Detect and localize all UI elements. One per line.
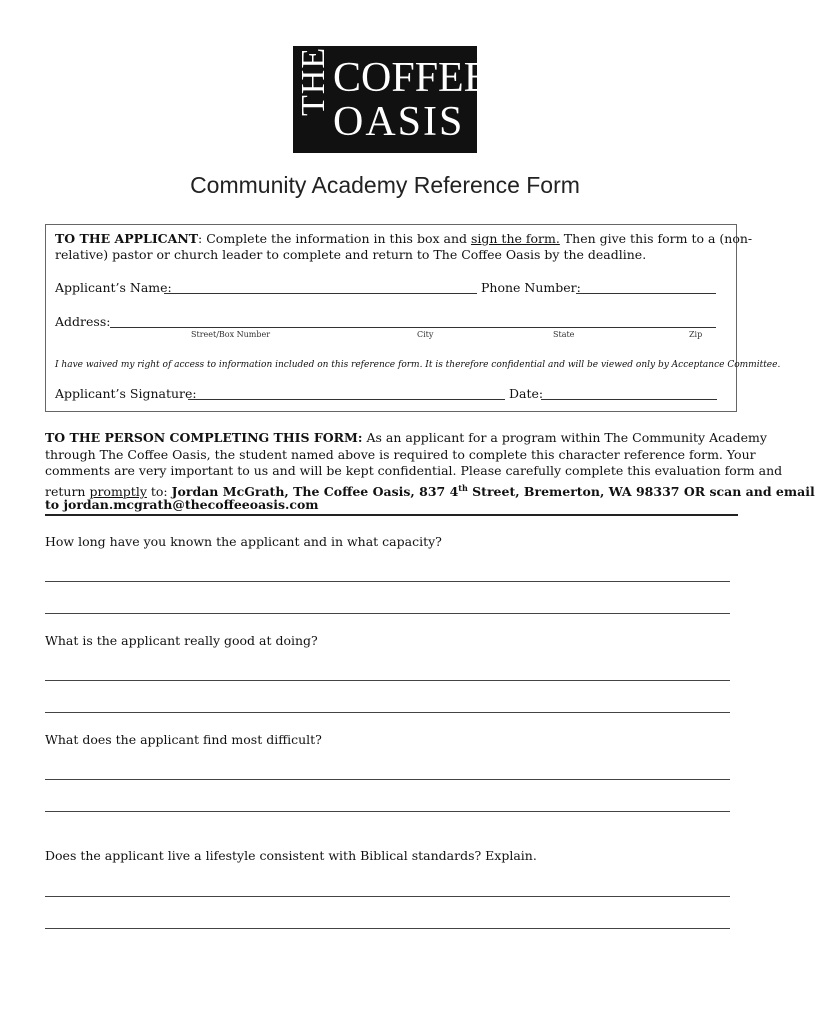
address-zip-caption: Zip — [689, 330, 703, 339]
line4-text: return — [45, 484, 90, 500]
instructions-line3: comments are very important to us and will be kept confidential. Please carefully complete this evaluation form and — [45, 463, 783, 478]
instructions-line1 — [45, 430, 767, 446]
address-label: Address: — [55, 314, 111, 329]
question-2: What is the applicant really good at doing? — [45, 633, 318, 648]
signature-field[interactable] — [188, 399, 505, 400]
sign-form-text: sign the form. — [470, 231, 560, 246]
contact-address: Jordan McGrath, The Coffee Oasis, 837 4 — [171, 484, 459, 500]
address-city-caption: City — [417, 330, 434, 339]
contact-address-2: Street, Bremerton, WA 98337 OR scan and email — [467, 484, 815, 500]
line4-to: to: — [146, 484, 172, 500]
question-1: How long have you known the applicant and in what capacity? — [45, 534, 442, 549]
applicant-intro — [55, 231, 752, 247]
answer-line[interactable] — [45, 613, 730, 614]
applicant-intro-label: TO THE APPLICANT — [55, 231, 199, 246]
instructions-line5 — [45, 497, 319, 513]
answer-line[interactable] — [45, 712, 730, 713]
answer-line[interactable] — [45, 680, 730, 681]
address-state-caption: State — [553, 330, 575, 339]
instructions-label: TO THE PERSON COMPLETING THIS FORM: — [45, 430, 363, 445]
answer-line[interactable] — [45, 581, 730, 582]
answer-line[interactable] — [45, 811, 730, 812]
ordinal-suffix: th — [458, 483, 468, 493]
applicant-name-field[interactable] — [164, 293, 477, 294]
coffee-oasis-logo — [293, 46, 490, 153]
signature-label: Applicant’s Signature: — [55, 386, 197, 401]
applicant-box — [45, 224, 781, 412]
form-title: Community Academy Reference Form — [190, 172, 580, 198]
logo-the: THE — [295, 46, 332, 116]
answer-line[interactable] — [45, 779, 730, 780]
instructions-line2: through The Coffee Oasis, the student named above is required to complete this character reference form. Your — [45, 447, 756, 462]
section-divider — [45, 514, 738, 516]
address-street-caption: Street/Box Number — [191, 330, 271, 339]
question-4: Does the applicant live a lifestyle consistent with Biblical standards? Explain. — [45, 848, 537, 863]
applicant-intro-line2: relative) pastor or church leader to complete and return to The Coffee Oasis by the deadline. — [55, 247, 647, 262]
promptly-text: promptly — [89, 484, 147, 500]
phone-label: Phone Number: — [481, 280, 581, 295]
logo-oasis: OASIS — [333, 99, 465, 145]
contact-email: to jordan.mcgrath@thecoffeeoasis.com — [45, 497, 319, 512]
date-field[interactable] — [541, 399, 717, 400]
answer-line[interactable] — [45, 928, 730, 929]
phone-field[interactable] — [576, 293, 716, 294]
intro-text-2: Then give this form to a (non- — [559, 231, 753, 246]
applicant-name-label: Applicant’s Name: — [55, 280, 172, 295]
date-label: Date: — [509, 386, 544, 401]
instructions-line1-text: As an applicant for a program within The Community Academy — [362, 430, 767, 445]
answer-line[interactable] — [45, 896, 730, 897]
address-field[interactable] — [110, 327, 716, 328]
question-3: What does the applicant find most difficult? — [45, 732, 322, 747]
intro-text: : Complete the information in this box and — [198, 231, 471, 246]
logo-coffee: COFFEE — [333, 55, 490, 101]
waiver-text: I have waived my right of access to information included on this reference form. It is therefore confidential and will be viewed only by Acceptance Committee. — [55, 360, 781, 370]
